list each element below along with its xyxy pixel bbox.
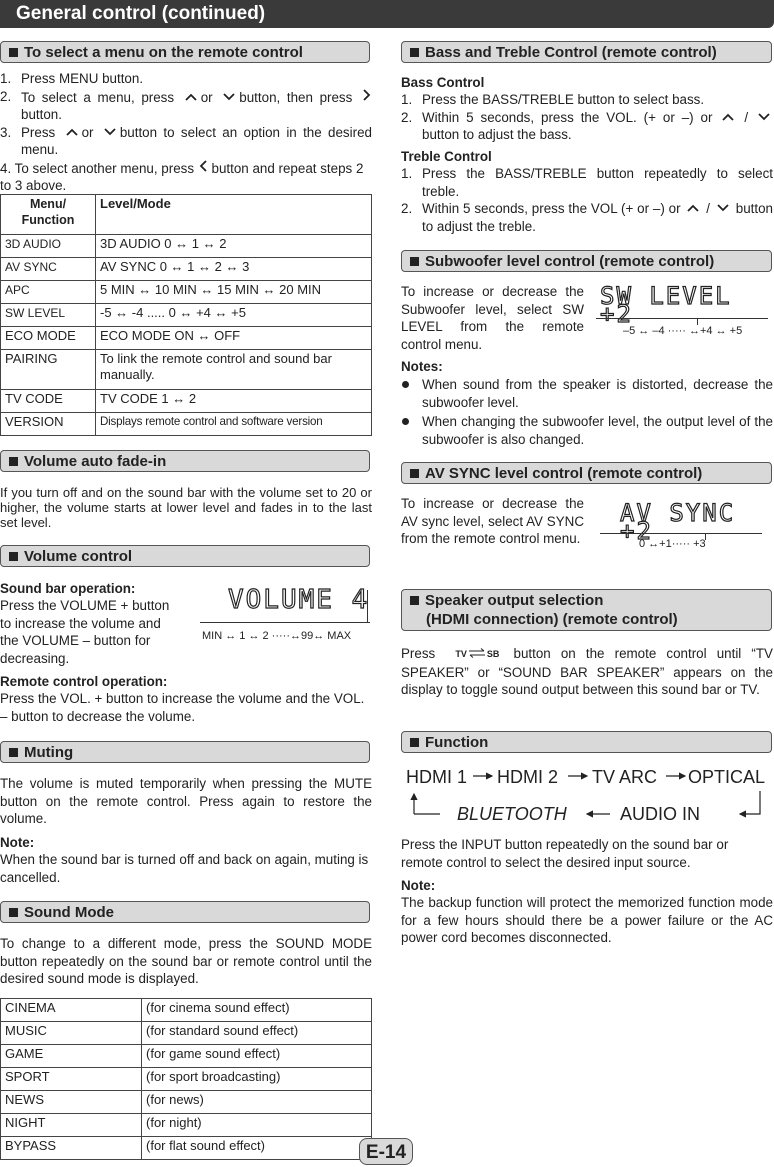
subwoofer-scale: –5 ↔ –4 ····· ↔+4 ↔ +5 — [623, 325, 743, 337]
list-item: 1. Press the BASS/TREBLE button to select bass. — [401, 92, 705, 107]
bullet-dot-icon — [402, 418, 409, 425]
bass-steps — [401, 91, 773, 144]
remote-operation-title: Remote control operation: — [0, 674, 168, 689]
list-item: 1. Press MENU button. — [0, 71, 144, 86]
square-bullet-icon — [9, 48, 18, 57]
chevron-down-icon — [222, 92, 236, 102]
subwoofer-scale-marker — [697, 318, 698, 325]
volume-scale: MIN ↔ 1 ↔ 2 ·····↔99↔ MAX — [202, 630, 352, 642]
table-row: PAIRING To link the remote control and sound bar manually. — [1, 350, 372, 390]
table-row: VERSION Displays remote control and software version — [1, 413, 372, 436]
chevron-left-icon — [198, 159, 208, 173]
flow-tv-arc: TV ARC — [592, 767, 658, 787]
function-note-title: Note: — [401, 878, 436, 893]
square-bullet-icon — [9, 908, 18, 917]
subwoofer-lcd-display: SW LEVEL +2 — [600, 282, 732, 328]
table-row: SW LEVEL -5 ↔ -4 ..... 0 ↔ +4 ↔ +5 — [1, 304, 372, 327]
table-row: TV CODE TV CODE 1 ↔ 2 — [1, 390, 372, 413]
muting-text: The volume is muted temporarily when pressing the MUTE button on the remote control. Press again to restore the volume. — [0, 776, 372, 826]
function-flow-arrows — [400, 765, 774, 825]
fade-in-text: If you turn off and on the sound bar with the volume set to 20 or higher, the volume starts at lower level and fades in to the last set level. — [0, 485, 372, 530]
section-muting-heading: Muting — [0, 741, 370, 763]
flow-hdmi1: HDMI 1 — [406, 767, 468, 787]
sound-bar-operation-title: Sound bar operation: — [0, 581, 136, 596]
page-title: General control (continued) — [16, 3, 266, 24]
sound-mode-table — [0, 998, 372, 1160]
table-row: NEWS (for news) — [1, 1091, 372, 1114]
section-fade-in-heading: Volume auto fade-in — [0, 450, 370, 472]
table-row: CINEMA (for cinema sound effect) — [1, 999, 372, 1022]
remote-operation-text: Press the VOL. + button to increase the volume and the VOL. – button to decrease the volume. — [0, 691, 365, 724]
chevron-up-icon — [184, 92, 198, 102]
av-sync-text: To increase or decrease the AV sync level, select AV SYNC from the remote control menu. — [401, 496, 584, 546]
flow-hdmi2: HDMI 2 — [497, 767, 559, 787]
table-row: APC 5 MIN ↔ 10 MIN ↔ 15 MIN ↔ 20 MIN — [1, 281, 372, 304]
volume-scale-line — [200, 622, 370, 623]
muting-note-title: Note: — [0, 835, 35, 850]
flow-bluetooth: BLUETOOTH — [457, 804, 567, 824]
table-row: 3D AUDIO 3D AUDIO 0 ↔ 1 ↔ 2 — [1, 235, 372, 258]
chevron-up-icon — [65, 127, 79, 137]
square-bullet-icon — [410, 469, 419, 478]
list-item: 2. Within 5 seconds, press the VOL. (+ or –) or / button to adjust the bass. — [401, 109, 773, 144]
tv-sb-toggle-icon: TV SB — [455, 649, 500, 659]
treble-control-title: Treble Control — [401, 149, 492, 164]
subwoofer-notes-title: Notes: — [401, 359, 443, 374]
table-row: ECO MODE ECO MODE ON ↔ OFF — [1, 327, 372, 350]
list-item: When sound from the speaker is distorted, decrease the subwoofer level. — [401, 376, 773, 411]
section-function-heading: Function — [401, 731, 772, 753]
table-header-row: Menu/ Function Level/Mode — [1, 195, 372, 235]
section-sound-mode-heading: Sound Mode — [0, 901, 370, 923]
bullet-dot-icon — [402, 381, 409, 388]
section-speaker-output-heading: Speaker output selection (HDMI connection) (remote control) — [401, 589, 772, 631]
table-row: BYPASS (for flat sound effect) — [1, 1137, 372, 1160]
square-bullet-icon — [410, 738, 419, 747]
table-row: AV SYNC AV SYNC 0 ↔ 1 ↔ 2 ↔ 3 — [1, 258, 372, 281]
section-select-menu-heading: To select a menu on the remote control — [0, 41, 370, 63]
chevron-down-icon — [757, 112, 771, 122]
list-item: 2. Within 5 seconds, press the VOL (+ or –) or / button to adjust the treble. — [401, 201, 773, 234]
section-bass-treble-heading: Bass and Treble Control (remote control) — [401, 41, 772, 63]
function-note-text: The backup function will protect the memorized function mode for a few hours should there be a power failure or the AC power cord becomes disconnected. — [401, 895, 773, 945]
list-item: When changing the subwoofer level, the output level of the subwoofer is also changed. — [401, 413, 773, 448]
table-row: NIGHT (for night) — [1, 1114, 372, 1137]
square-bullet-icon — [410, 596, 419, 605]
table-row: GAME (for game sound effect) — [1, 1045, 372, 1068]
square-bullet-icon — [9, 748, 18, 757]
bass-control-title: Bass Control — [401, 75, 485, 90]
sound-mode-text: To change to a different mode, press the SOUND MODE button repeatedly on the sound bar or remote control until the desired sound mode is displayed. — [0, 936, 372, 986]
subwoofer-notes — [401, 376, 773, 448]
section-volume-heading: Volume control — [0, 545, 370, 567]
volume-scale-marker — [367, 590, 368, 622]
swap-arrows-icon — [468, 648, 486, 658]
table-row: MUSIC (for standard sound effect) — [1, 1022, 372, 1045]
chevron-down-icon — [103, 127, 117, 137]
section-subwoofer-heading: Subwoofer level control (remote control) — [401, 250, 772, 272]
table-row: SPORT (for sport broadcasting) — [1, 1068, 372, 1091]
page-number: E-14 — [359, 1138, 413, 1165]
flow-optical: OPTICAL — [688, 767, 766, 787]
flow-audio-in: AUDIO IN — [620, 804, 701, 824]
speaker-output-text: Press TV SB button on the remote control until “TV SPEAKER” or “SOUND BAR SPEAKER” appears on the display to toggle sound output between this sound bar or TV. — [401, 646, 773, 697]
chevron-up-icon — [721, 112, 735, 122]
arrow-icon — [740, 791, 760, 814]
section-av-sync-heading: AV SYNC level control (remote control) — [401, 462, 772, 484]
av-sync-lcd-display: AV SYNC +2 — [620, 499, 736, 545]
function-text: Press the INPUT button repeatedly on the sound bar or remote control to select the desired input source. — [401, 837, 729, 870]
chevron-up-icon — [686, 203, 700, 213]
treble-steps — [401, 165, 773, 235]
list-item: 1. Press the BASS/TREBLE button repeatedly to select treble. — [401, 166, 773, 199]
subwoofer-scale-line — [596, 318, 768, 319]
square-bullet-icon — [9, 457, 18, 466]
select-menu-steps — [0, 70, 372, 195]
av-sync-scale-line — [600, 533, 762, 534]
muting-note-text: When the sound bar is turned off and back on again, muting is cancelled. — [0, 852, 369, 885]
list-item: 2. To select a menu, press or button, then press button. — [0, 88, 372, 124]
chevron-right-icon — [362, 88, 372, 102]
page-header — [0, 0, 774, 28]
sound-bar-operation-text: Press the VOLUME + button to increase the volume and the VOLUME – button for decreasing. — [0, 598, 170, 666]
chevron-down-icon — [716, 203, 730, 213]
menu-function-table — [0, 194, 372, 436]
subwoofer-text: To increase or decrease the Subwoofer level, select SW LEVEL from the remote control menu. — [401, 284, 584, 352]
square-bullet-icon — [9, 552, 18, 561]
square-bullet-icon — [410, 48, 419, 57]
av-sync-scale: 0 ↔+1····· +3 — [639, 538, 706, 550]
square-bullet-icon — [410, 257, 419, 266]
list-item: 3. Press or button to select an option in the desired menu. — [0, 124, 372, 157]
volume-lcd-display: VOLUME 4 — [228, 585, 370, 615]
list-item: 4. To select another menu, press button and repeat steps 2 to 3 above. — [0, 160, 364, 193]
